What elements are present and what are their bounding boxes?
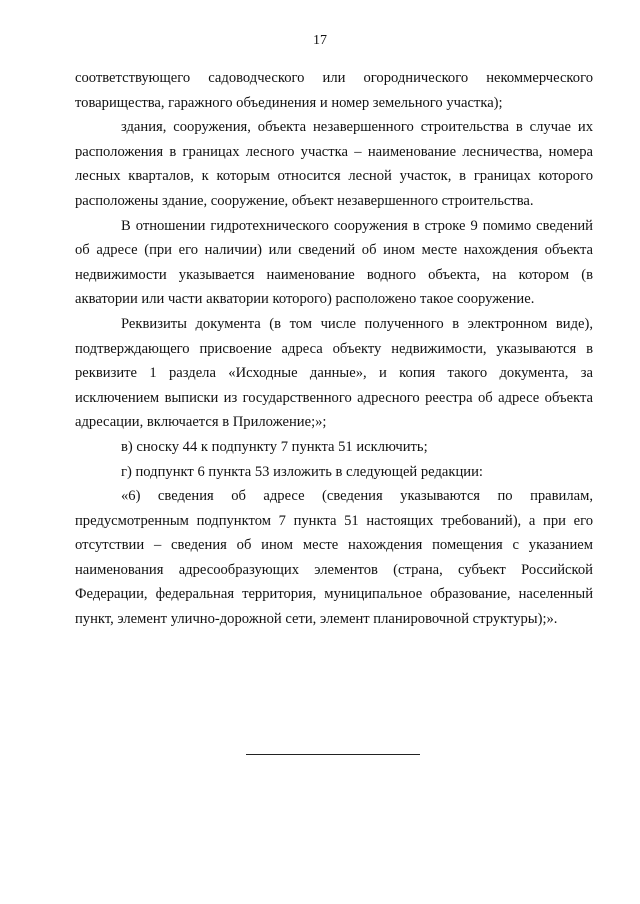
paragraph-continuation: соответствующего садоводческого или огороднического некоммерческого товарищества, гаражного объединения и номер земельного участка); (75, 70, 593, 111)
end-separator-line (246, 754, 420, 755)
paragraph-document-details: Реквизиты документа (в том числе полученного в электронном виде), подтверждающего присвоение адреса объекту недвижимости, указываются в реквизите 1 раздела «Исходные данные», и копия такого документа, за исключением выписки из государственного адресного реестра об адресе объекта адресации, включается в Приложение;»; (75, 315, 593, 431)
document-body (75, 66, 593, 632)
paragraph-item-g: г) подпункт 6 пункта 53 изложить в следующей редакции: (121, 463, 483, 480)
page-number: 17 (313, 33, 327, 48)
paragraph-buildings: здания, сооружения, объекта незавершенного строительства в случае их расположения в границах лесного участка – наименование лесничества, номера лесных кварталов, к которым относится лесной участок, в границах которого расположены здание, сооружение, объект незавершенного строительства. (75, 119, 593, 209)
paragraph-item-v: в) сноску 44 к подпункту 7 пункта 51 исключить; (121, 438, 428, 455)
paragraph-hydrotechnical: В отношении гидротехнического сооружения в строке 9 помимо сведений об адресе (при его наличии) или сведений об ином месте нахождения объекта недвижимости указывается наименование водного объекта, на котором (в акватории или части акватории которого) расположено такое сооружение. (75, 217, 593, 308)
paragraph-subitem-6: «6) сведения об адресе (сведения указываются по правилам, предусмотренным подпунктом 7 пункта 51 настоящих требований), а при его отсутствии – сведения об ином месте нахождения помещения с указанием наименования адресообразующих элементов (страна, субъект Российской Федерации, федеральная территория, муниципальное образование, населенный пункт, элемент улично-дорожной сети, элемент планировочной структуры);». (75, 488, 593, 628)
